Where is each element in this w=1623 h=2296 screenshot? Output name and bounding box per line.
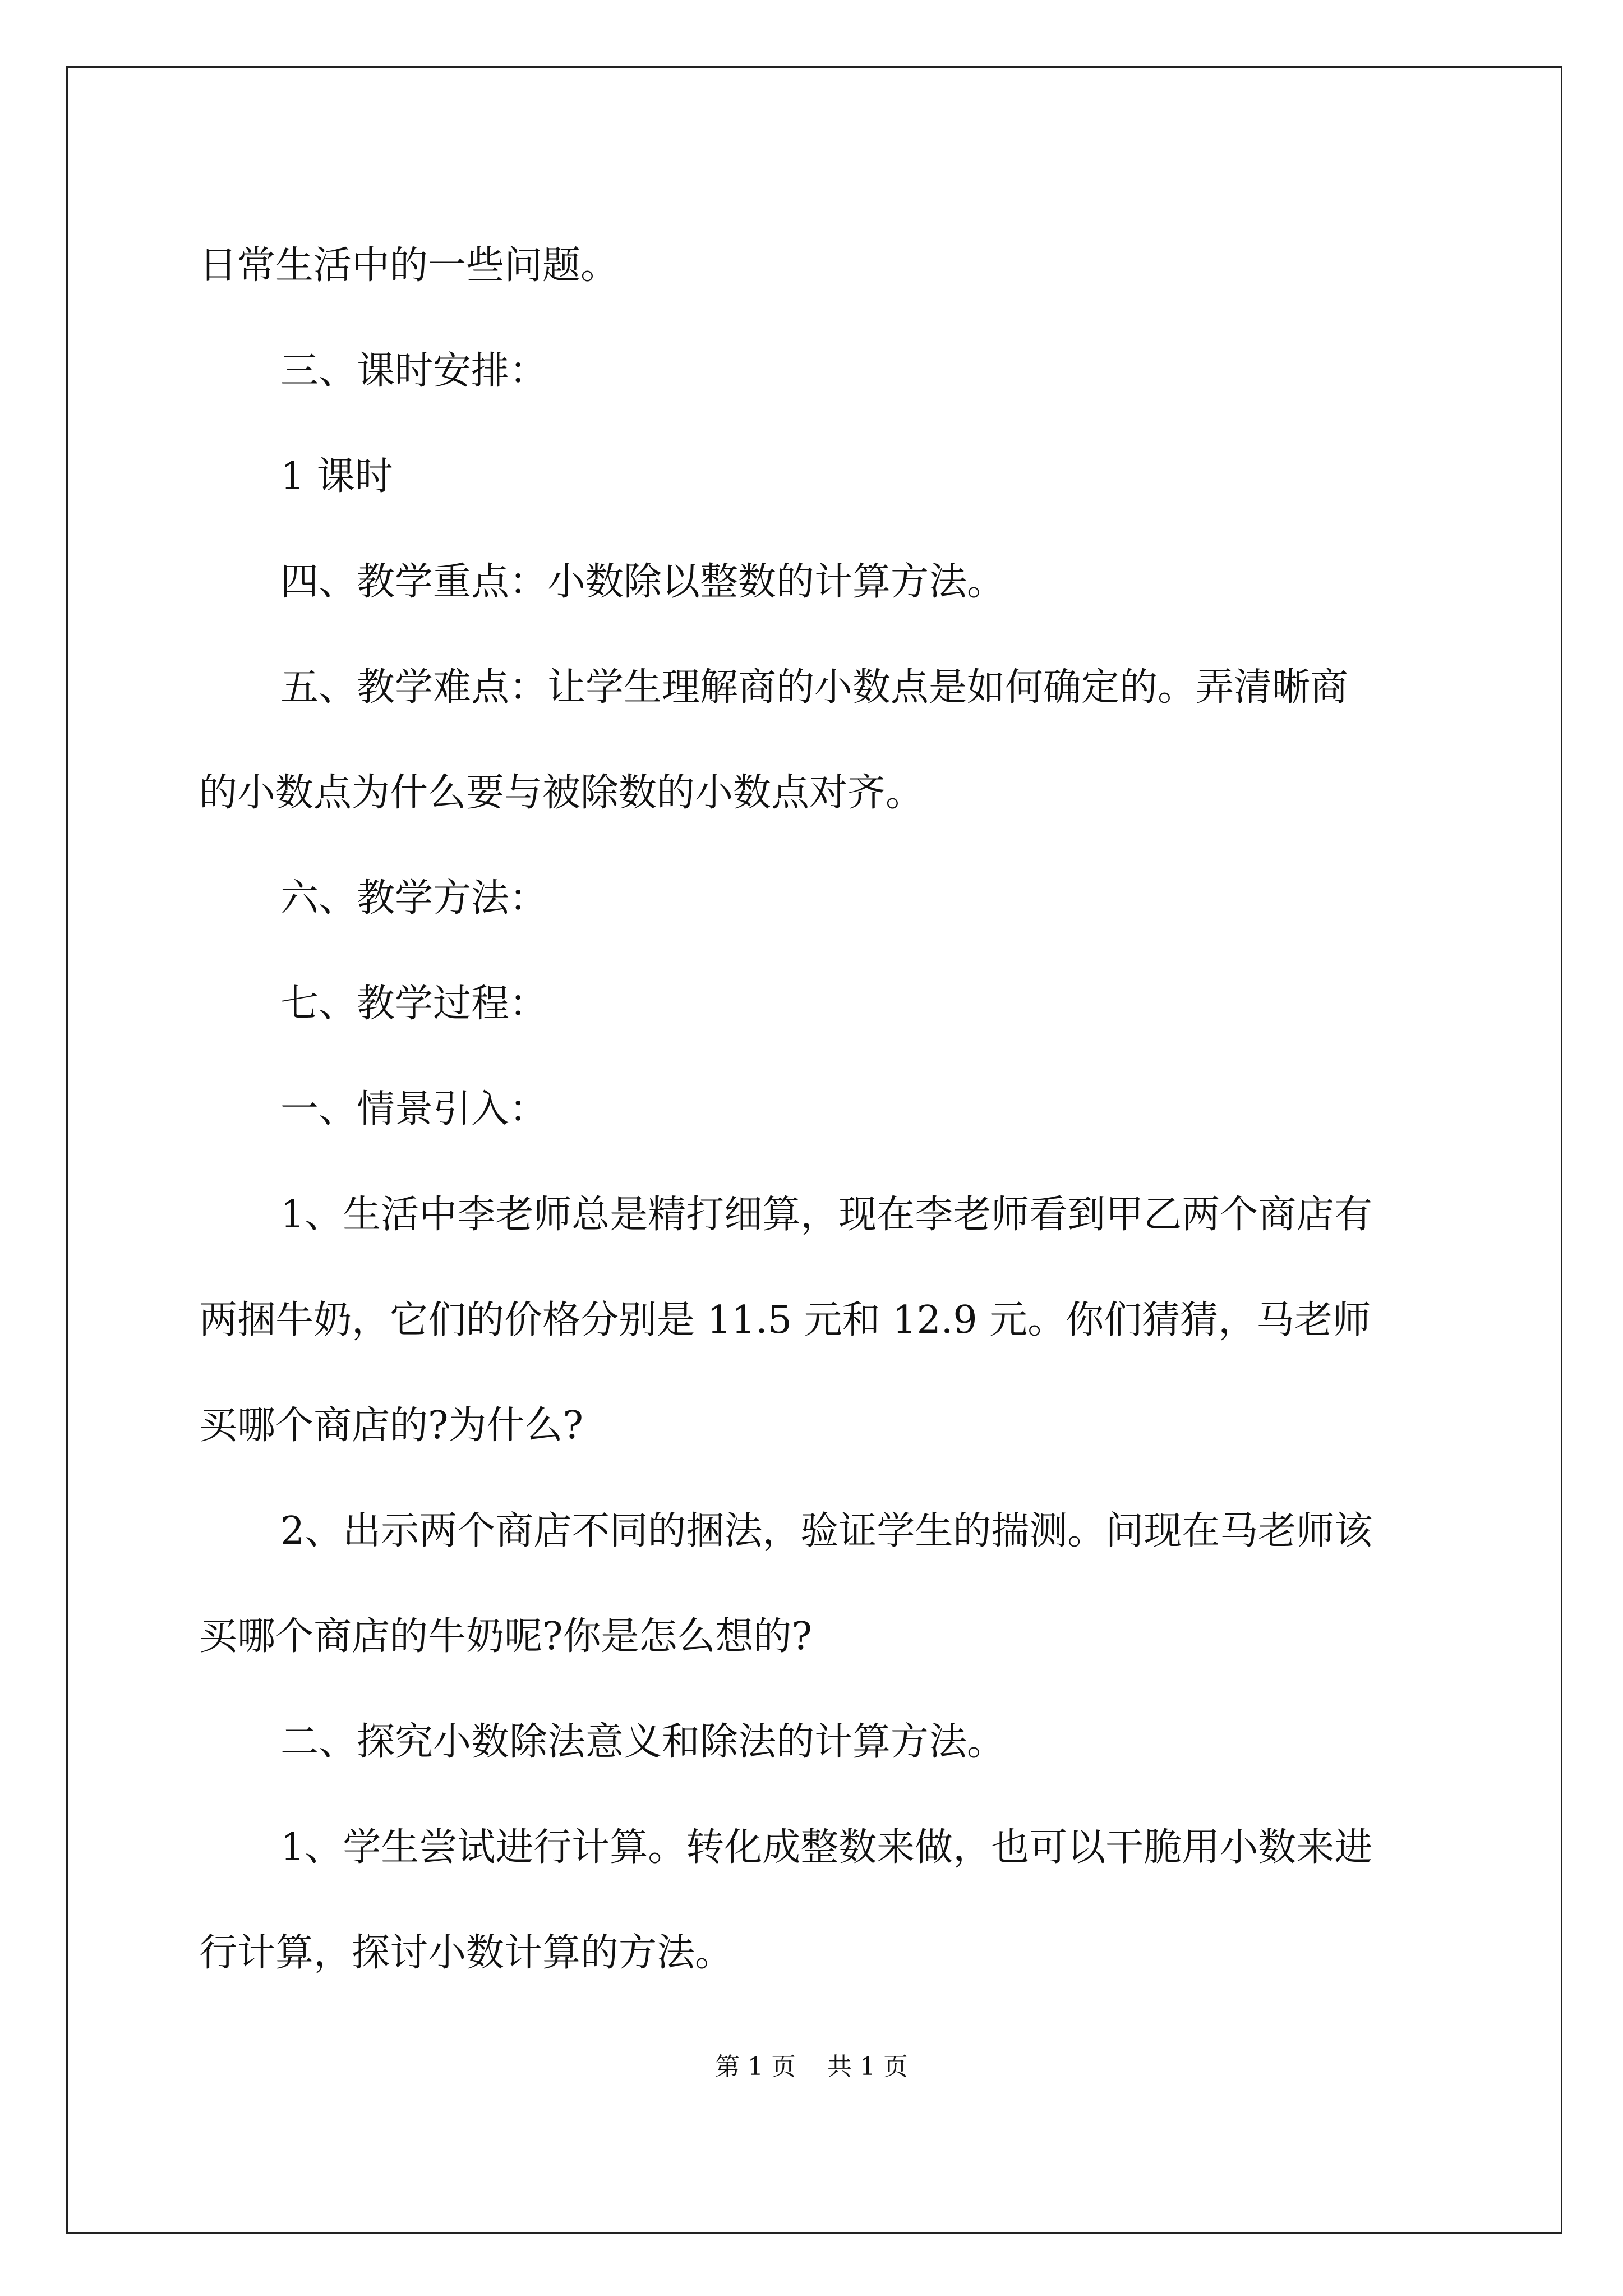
text-line: 1、生活中李老师总是精打细算，现在李老师看到甲乙两个商店有 <box>280 1193 1373 1237</box>
text-line: 买哪个商店的?为什么? <box>199 1404 583 1448</box>
page-number: 第 1 页 <box>715 2053 796 2081</box>
text-line: 1 课时 <box>280 454 393 499</box>
text-line: 一、情景引入： <box>280 1087 548 1131</box>
text-line: 买哪个商店的牛奶呢?你是怎么想的? <box>199 1614 812 1659</box>
text-line: 行计算，探讨小数计算的方法。 <box>199 1931 734 1975</box>
page-total: 共 1 页 <box>827 2053 908 2081</box>
text-line: 四、教学重点：小数除以整数的计算方法。 <box>280 560 1006 604</box>
text-line: 2、出示两个商店不同的捆法，验证学生的揣测。问现在马老师该 <box>280 1509 1373 1553</box>
text-line: 五、教学难点：让学生理解商的小数点是如何确定的。弄清晰商 <box>280 665 1349 710</box>
text-line: 1、学生尝试进行计算。转化成整数来做，也可以干脆用小数来进 <box>280 1825 1373 1870</box>
text-line: 六、教学方法： <box>280 876 548 921</box>
text-line: 的小数点为什么要与被除数的小数点对齐。 <box>199 771 924 815</box>
text-line: 七、教学过程： <box>280 982 548 1026</box>
text-line: 日常生活中的一些问题。 <box>199 243 619 288</box>
text-line: 三、课时安排： <box>280 349 548 393</box>
text-line: 两捆牛奶，它们的价格分别是 11.5 元和 12.9 元。你们猜猜，马老师 <box>199 1298 1371 1342</box>
document-body <box>199 213 1433 2006</box>
page-footer <box>0 2050 1623 2084</box>
text-line: 二、探究小数除法意义和除法的计算方法。 <box>280 1720 1006 1764</box>
